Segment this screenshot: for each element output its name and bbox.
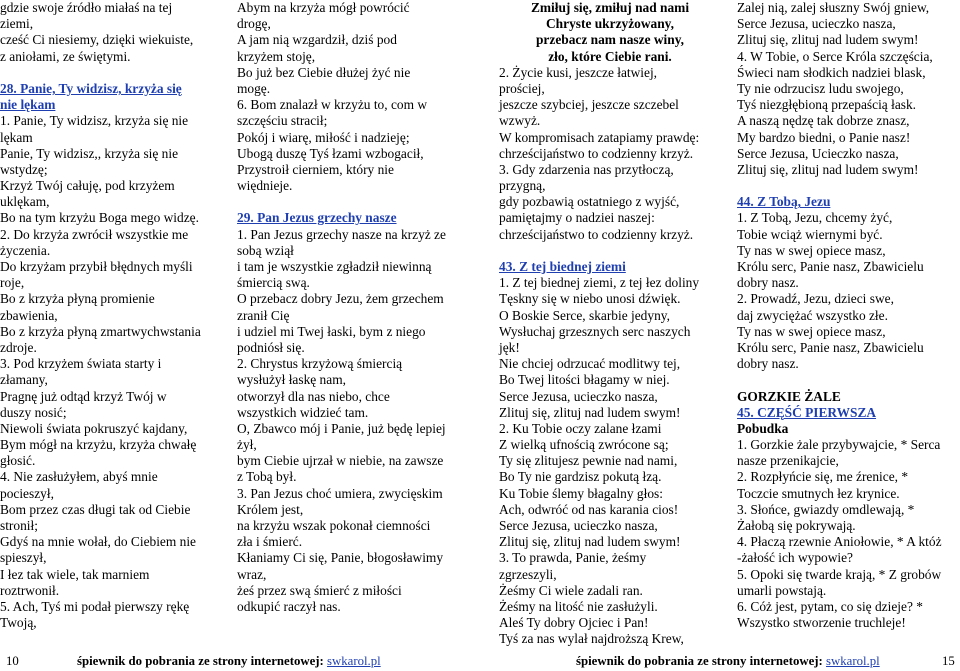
text-line: mogę.	[237, 80, 271, 96]
text-line: pamiętajmy o nadziei naszej:	[499, 210, 655, 226]
text-line: z Tobą był.	[237, 469, 297, 485]
text-line: 3. Słońce, gwiazdy omdlewają, *	[737, 501, 915, 517]
text-line: My bardzo biedni, o Panie nasz!	[737, 129, 911, 145]
text-line: Toczcie smutnych łez krynice.	[737, 485, 900, 501]
text-line: bym Ciebie ujrzał w niebie, na zawsze	[237, 453, 444, 469]
text-line: Bo na tym krzyżu Boga mego widzę.	[0, 210, 199, 226]
text-line: Zlituj się, zlituj nad ludem swym!	[737, 161, 919, 177]
text-line: dobry nasz.	[737, 356, 799, 372]
text-line: umarli powstają.	[737, 582, 827, 598]
text-line: Serce Jezusa, ucieczko nasza,	[737, 16, 896, 32]
text-line: Zlituj się, zlituj nad ludem swym!	[499, 404, 681, 420]
text-line: drogę,	[237, 16, 271, 32]
text-line: Serce Jezusa, ucieczko nasza,	[499, 518, 658, 533]
text-line: roje,	[0, 275, 25, 291]
text-line: chrześcijaństwo to codzienny krzyż.	[499, 226, 694, 242]
text-line: i tam je wszystkie zgładził niewinną	[237, 259, 432, 274]
text-line: 4. W Tobie, o Serce Króla szczęścia,	[737, 48, 933, 64]
text-line: Królem jest,	[237, 501, 304, 517]
text-line: zdroje.	[0, 339, 37, 355]
text-line: sobą wziął	[237, 242, 294, 258]
page-number-right: 15	[942, 654, 955, 668]
text-line: Tęskny się w niebo unosi dźwięk.	[499, 291, 681, 307]
text-line: Panie, Ty widzisz,, krzyża się nie	[0, 145, 179, 161]
text-line: Pobudka	[737, 420, 789, 436]
text-line: jeszcze szybciej, jeszcze szczebel	[499, 97, 679, 113]
text-line: 5. Ach, Tyś mi podał pierwszy rękę	[0, 598, 190, 614]
text-line: podniósł się.	[237, 339, 305, 355]
text-line: wysłużył łaskę nam,	[237, 372, 346, 388]
text-line: I łez tak wiele, tak marniem	[0, 566, 150, 582]
text-line: Ty się zlitujesz pewnie nad nami,	[499, 453, 678, 469]
text-line: wszystkich widzieć tam.	[237, 404, 369, 420]
text-line: Serce Jezusa, Ucieczko nasza,	[737, 145, 899, 161]
text-line: żył,	[237, 437, 257, 453]
text-line: zła i śmierć.	[237, 534, 303, 550]
text-line: dobry nasz.	[737, 275, 799, 291]
spacer-line	[0, 65, 228, 81]
text-line: i udziel mi Twej łaski, bym z niego	[237, 323, 426, 339]
text-line: Przystroił cierniem, który nie	[237, 161, 394, 177]
text-line: Bo Ty nie gardzisz pokutą łzą.	[499, 469, 662, 485]
text-line: stronił;	[0, 518, 38, 533]
text-line: 3. Pan Jezus choć umiera, zwycięskim	[237, 485, 443, 501]
page-number-left: 10	[6, 654, 19, 668]
text-line: Bo z krzyża płyną promienie	[0, 291, 155, 307]
text-line: Bo Twej litości błagamy w niej.	[499, 372, 670, 388]
song-title: 29. Pan Jezus grzechy nasze	[237, 210, 397, 226]
text-line: Zlituj się, zlituj nad ludem swym!	[499, 534, 681, 550]
spacer-line	[499, 243, 721, 259]
text-line: Abym na krzyża mógł powrócić	[237, 0, 410, 15]
text-line: Chryste ukrzyżowany,	[546, 16, 674, 32]
text-line: Zmiłuj się, zmiłuj nad nami	[530, 0, 690, 15]
spacer-line	[737, 372, 960, 388]
text-line: Bo z krzyża płyną zmartwychwstania	[0, 323, 201, 339]
footer-text: śpiewnik do pobrania ze strony internetowej:	[77, 654, 328, 668]
text-line: O przebacz dobry Jezu, żem grzechem	[237, 291, 444, 307]
text-line: Ty nas w swej opiece masz,	[737, 323, 886, 339]
text-line: na krzyżu wszak pokonał ciemności	[237, 518, 431, 533]
text-line: W kompromisach zatapiamy prawdę:	[499, 129, 700, 145]
text-line: chrześcijaństwo to codzienny krzyż.	[499, 145, 694, 161]
text-line: Bym mógł na krzyżu, krzyża chwałę	[0, 437, 197, 453]
footer-left	[77, 654, 381, 668]
text-line: zgrzeszyli,	[499, 566, 557, 582]
text-line: GORZKIE ŻALE	[737, 388, 841, 404]
song-title: 43. Z tej biednej ziemi	[499, 259, 626, 274]
text-line: 1. Gorzkie żale przybywajcie, * Serca	[737, 437, 941, 453]
text-line: Pragnę już odtąd krzyż Twój w	[0, 388, 167, 404]
text-line: Ty nas w swej opiece masz,	[737, 242, 886, 258]
song-title: 45. CZĘŚĆ PIERWSZA	[737, 404, 877, 420]
text-line: Do krzyżam przybił błędnych myśli	[0, 259, 193, 274]
text-line: ziemi,	[0, 16, 34, 32]
column-2	[237, 0, 469, 615]
text-line: uklękam,	[0, 194, 50, 210]
footer-right	[576, 654, 880, 668]
text-line: szczęściu stracił;	[237, 113, 328, 129]
text-line: lękam	[0, 129, 33, 145]
text-line: Tyś za nas wylał najdroższą Krew,	[499, 631, 684, 647]
text-line: więdnieje.	[237, 178, 293, 194]
footer-link[interactable]: swkarol.pl	[327, 654, 381, 668]
text-line: 1. Z Tobą, Jezu, chcemy żyć,	[737, 210, 893, 226]
text-line: spieszył,	[0, 550, 47, 566]
text-line: życzenia.	[0, 242, 51, 258]
text-line: 2. Prowadź, Jezu, dzieci swe,	[737, 291, 894, 307]
text-line: głosić.	[0, 453, 36, 469]
text-line: 1. Z tej biednej ziemi, z tej łez doliny	[499, 275, 700, 291]
text-line: wstydzę;	[0, 161, 48, 177]
text-line: Nie chciej odrzucać modlitwy tej,	[499, 356, 681, 372]
text-line: Serce Jezusa, ucieczko nasza,	[499, 388, 658, 404]
text-line: Królu serc, Panie nasz, Zbawicielu	[737, 259, 924, 274]
text-line: 1. Panie, Ty widzisz, krzyża się nie	[0, 113, 189, 129]
text-line: Wysłuchaj grzesznych serc naszych	[499, 323, 691, 339]
text-line: Ach, odwróć od nas karania cios!	[499, 501, 679, 517]
column-3	[499, 0, 721, 648]
text-line: 6. Bom znalazł w krzyżu to, com w	[237, 97, 428, 113]
footer-text: śpiewnik do pobrania ze strony internetowej:	[576, 654, 827, 668]
text-line: Żeśmy na litość nie zasłużyli.	[499, 598, 658, 614]
text-line: Bo już bez Ciebie dłużej żyć nie	[237, 64, 411, 80]
text-line: gdy pozbawią ostatniego z wyjść,	[499, 194, 680, 210]
text-line: A jam nią wzgardził, dziś pod	[237, 32, 397, 48]
text-line: Żeśmy Ci wiele zadali ran.	[499, 582, 643, 598]
text-line: żeś przez swą śmierć z miłości	[237, 582, 402, 598]
text-line: Niewoli świata pokruszyć kajdany,	[0, 420, 188, 436]
song-title: nie lękam	[0, 97, 56, 113]
text-line: śmiercią swą.	[237, 275, 310, 291]
text-line: Twoją,	[0, 615, 37, 631]
text-line: 2. Do krzyża zwrócił wszystkie me	[0, 226, 189, 242]
column-1	[0, 0, 228, 631]
text-line: 3. To prawda, Panie, żeśmy	[499, 550, 647, 566]
text-line: złamany,	[0, 372, 48, 388]
text-line: 4. Płaczą rzewnie Aniołowie, * A któż	[737, 534, 942, 550]
text-line: jęk!	[499, 339, 520, 355]
text-line: 1. Pan Jezus grzechy nasze na krzyż ze	[237, 226, 446, 242]
text-line: Krzyż Twój całuję, pod krzyżem	[0, 178, 175, 194]
spacer-line	[737, 178, 960, 194]
text-line: zranił Cię	[237, 307, 290, 323]
text-line: -żałość ich wypowie?	[737, 550, 854, 566]
text-line: Bom przez czas długi tak od Ciebie	[0, 501, 191, 517]
spacer-line	[237, 194, 469, 210]
text-line: Wszystko stworzenie truchleje!	[737, 615, 906, 631]
text-line: gdzie swoje źródło miałaś na tej	[0, 0, 173, 15]
text-line: wraz,	[237, 566, 267, 582]
text-line: otworzył dla nas niebo, chce	[237, 388, 390, 404]
text-line: Z wielką ufnością zwrócone są;	[499, 437, 669, 453]
text-line: zło, które Ciebie rani.	[548, 48, 672, 64]
text-line: Aleś Ty dobry Ojciec i Pan!	[499, 615, 649, 631]
text-line: Gdyś na mnie wołał, do Ciebiem nie	[0, 534, 196, 550]
text-line: 6. Cóż jest, pytam, co się dzieje? *	[737, 598, 923, 614]
footer-link[interactable]: swkarol.pl	[826, 654, 880, 668]
text-line: 3. Gdy zdarzenia nas przytłoczą,	[499, 161, 674, 177]
text-line: daj zwyciężać wszystko złe.	[737, 307, 888, 323]
text-line: Ubogą duszę Tyś łzami wzbogacił,	[237, 145, 424, 161]
text-line: Zalej nią, zalej słuszny Swój gniew,	[737, 0, 930, 15]
text-line: Tobie wciąż wiernymi być.	[737, 226, 883, 242]
column-4	[737, 0, 960, 631]
text-line: A naszą nędzę tak dobrze znasz,	[737, 113, 910, 129]
text-line: duszy nosić;	[0, 404, 67, 420]
text-line: przebacz nam nasze winy,	[535, 32, 685, 48]
text-line: Ku Tobie ślemy błagalny głos:	[499, 485, 663, 501]
text-line: Królu serc, Panie nasz, Zbawicielu	[737, 339, 924, 355]
text-line: krzyżem stoję,	[237, 48, 316, 64]
text-line: 2. Życie kusi, jeszcze łatwiej,	[499, 64, 658, 80]
text-line: nasze przenikajcie,	[737, 453, 839, 469]
text-line: prościej,	[499, 80, 545, 96]
text-line: 2. Ku Tobie oczy zalane łzami	[499, 420, 662, 436]
text-line: Zlituj się, zlituj nad ludem swym!	[737, 32, 919, 48]
text-line: przygną,	[499, 178, 546, 194]
text-line: Pokój i wiarę, miłość i nadzieję;	[237, 129, 410, 145]
text-line: odkupić raczył nas.	[237, 598, 341, 614]
text-line: zbawienia,	[0, 307, 58, 323]
text-line: 2. Rozpłyńcie się, me źrenice, *	[737, 469, 909, 485]
song-title: 28. Panie, Ty widzisz, krzyża się	[0, 80, 182, 96]
text-line: 2. Chrystus krzyżową śmiercią	[237, 356, 403, 372]
text-line: Ty nie odrzucisz ludu swojego,	[737, 80, 904, 96]
text-line: roztrwonił.	[0, 582, 60, 598]
text-line: z aniołami, ze świętymi.	[0, 48, 131, 64]
text-line: 4. Nie zasłużyłem, abyś mnie	[0, 469, 158, 485]
text-line: wzwyż.	[499, 113, 541, 129]
song-title: 44. Z Tobą, Jezu	[737, 194, 831, 210]
text-line: Żałobą się pokrywają.	[737, 518, 856, 533]
text-line: 3. Pod krzyżem świata starty i	[0, 356, 162, 372]
text-line: Tyś niezgłębioną przepaścią łask.	[737, 97, 917, 113]
text-line: Kłaniamy Ci się, Panie, błogosławimy	[237, 550, 444, 566]
text-line: Świeci nam słodkich nadziei blask,	[737, 64, 926, 80]
text-line: O, Zbawco mój i Panie, już będę lepiej	[237, 420, 446, 436]
text-line: O Boskie Serce, skarbie jedyny,	[499, 307, 670, 323]
text-line: cześć Ci niesiemy, dzięki wiekuiste,	[0, 32, 194, 48]
text-line: 5. Opoki się twarde krają, * Z grobów	[737, 566, 942, 582]
text-line: pocieszył,	[0, 485, 54, 501]
